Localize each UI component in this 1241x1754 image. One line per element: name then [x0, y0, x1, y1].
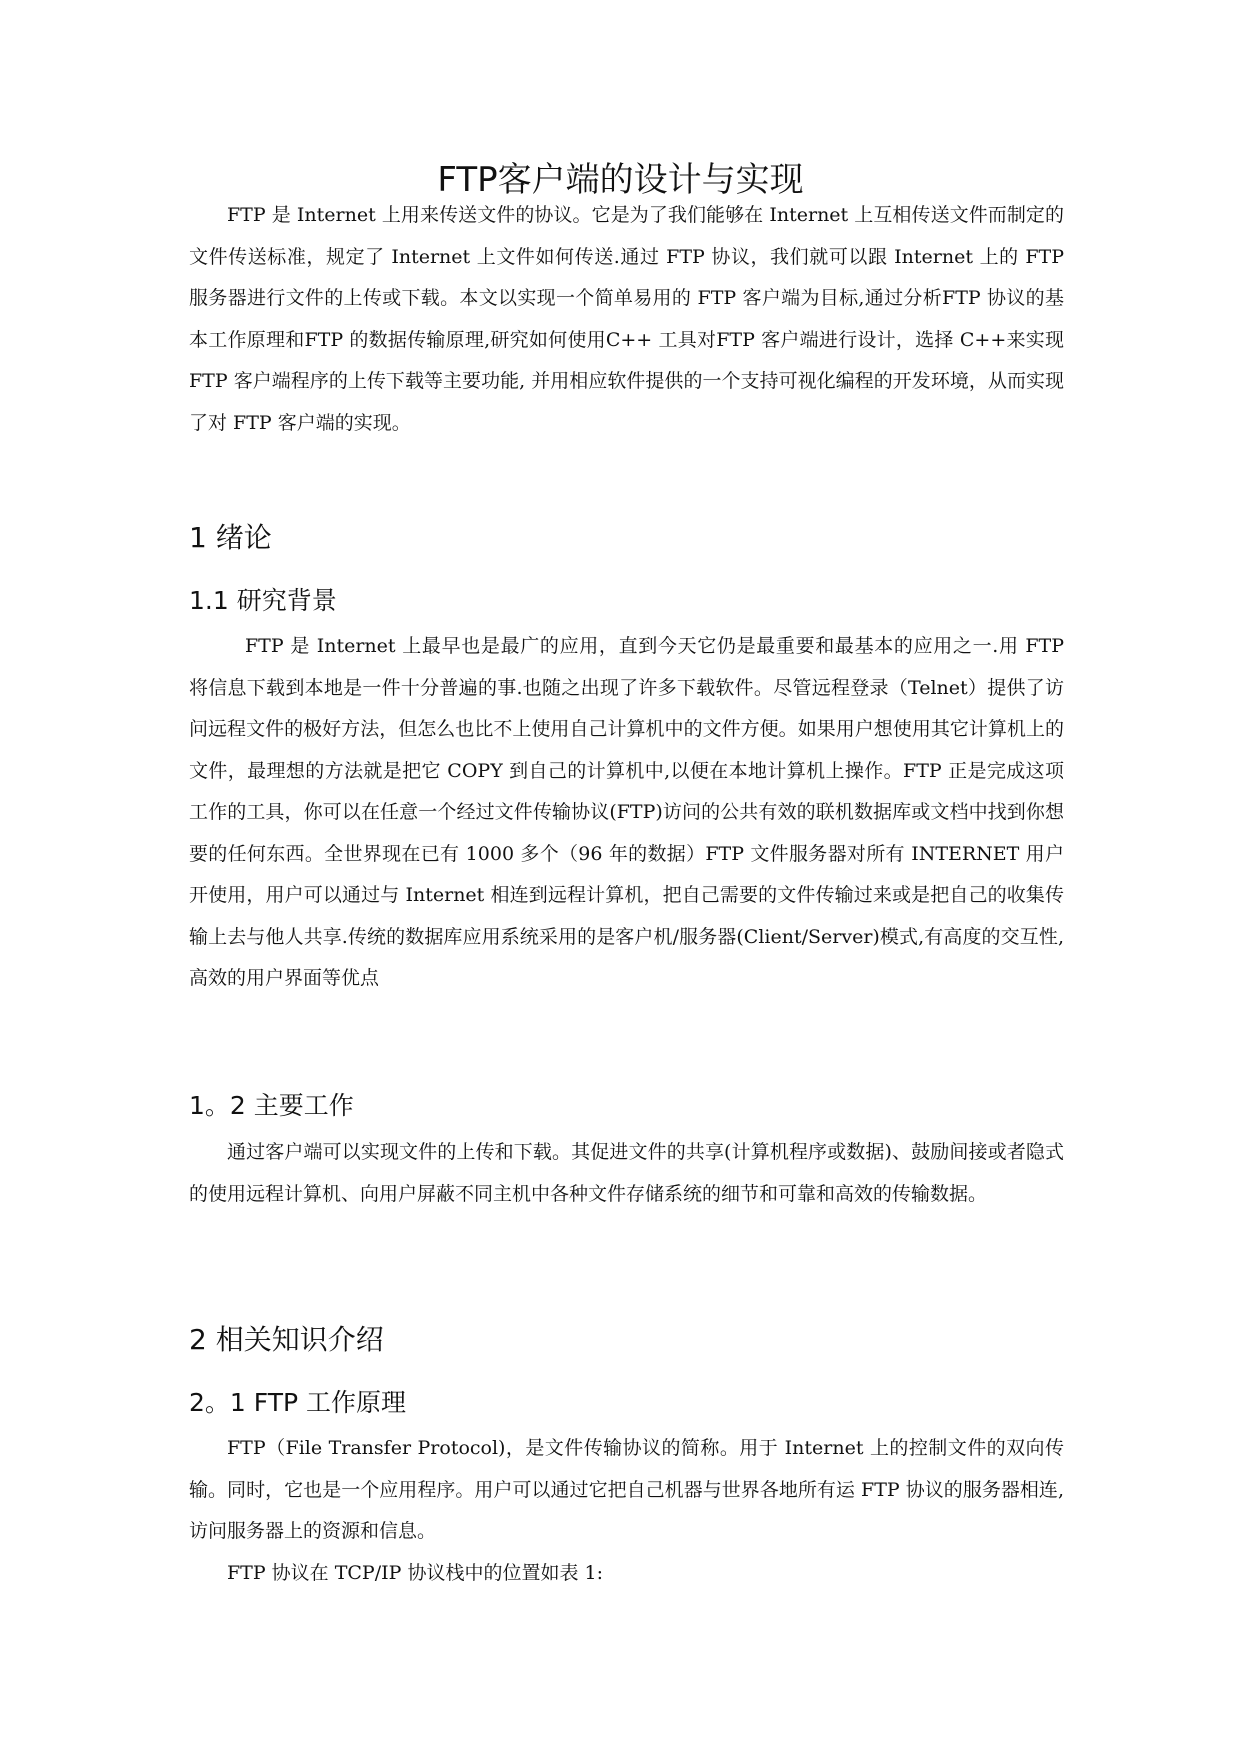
section-1-2-heading: 1。2 主要工作 [189, 1091, 354, 1120]
section-1-1-paragraph: FTP 是 Internet 上最早也是最广的应用，直到今天它仍是最重要和最基本的应用之一.用 FTP 将信息下载到本地是一件十分普遍的事.也随之出现了许多下载软件。尽管远程登录（Telnet）提供了访问远程文件的极好方法，但怎么也比不上使用自己计算机中的文件方便。如果用户想使用其它计算机上的文件，最理想的方法就是把它 COPY 到自己的计算机中,以便在本地计算机上操作。FTP 正是完成这项工作的工具，你可以在任意一个经过文件传输协议(FTP)访问的公共有效的联机数据库或文档中找到你想要的任何东西。全世界现在已有 1000 多个（96 年的数据）FTP 文件服务器对所有 INTERNET 用户开使用，用户可以通过与 Internet 相连到远程计算机，把自己需要的文件传输过来或是把自己的收集传输上去与他人共享.传统的数据库应用系统采用的是客户机/服务器(Client/Server)模式,有高度的交互性,高效的用户界面等优点 [189, 635, 1064, 989]
section-1-heading: 1 绪论 [189, 521, 272, 554]
section-2-1-heading: 2。1 FTP 工作原理 [189, 1388, 406, 1417]
abstract-paragraph: FTP 是 Internet 上用来传送文件的协议。它是为了我们能够在 Internet 上互相传送文件而制定的文件传送标准，规定了 Internet 上文件如何传送.通过 FTP 协议，我们就可以跟 Internet 上的 FTP 服务器进行文件的上传或下载。本文以实现一个简单易用的 FTP 客户端为目标,通过分析FTP 协议的基本工作原理和FTP 的数据传输原理,研究如何使用C++ 工具对FTP 客户端进行设计，选择 C++来实现 FTP 客户端程序的上传下载等主要功能, 并用相应软件提供的一个支持可视化编程的开发环境，从而实现了对 FTP 客户端的实现。 [189, 204, 1064, 434]
section-2-heading: 2 相关知识介绍 [189, 1323, 384, 1356]
section-2-1-paragraph: FTP（File Transfer Protocol)，是文件传输协议的简称。用于 Internet 上的控制文件的双向传输。同时，它也是一个应用程序。用户可以通过它把自己机器与世界各地所有运 FTP 协议的服务器相连,访问服务器上的资源和信息。 [189, 1437, 1064, 1542]
section-1-2-paragraph: 通过客户端可以实现文件的上传和下载。其促进文件的共享(计算机程序或数据)、鼓励间接或者隐式的使用远程计算机、向用户屏蔽不同主机中各种文件存储系统的细节和可靠和高效的传输数据。 [189, 1141, 1064, 1205]
section-1-1-heading: 1.1 研究背景 [189, 586, 337, 615]
section-2-1-paragraph-2: FTP 协议在 TCP/IP 协议栈中的位置如表 1: [227, 1562, 603, 1584]
page-title: FTP客户端的设计与实现 [437, 160, 804, 200]
